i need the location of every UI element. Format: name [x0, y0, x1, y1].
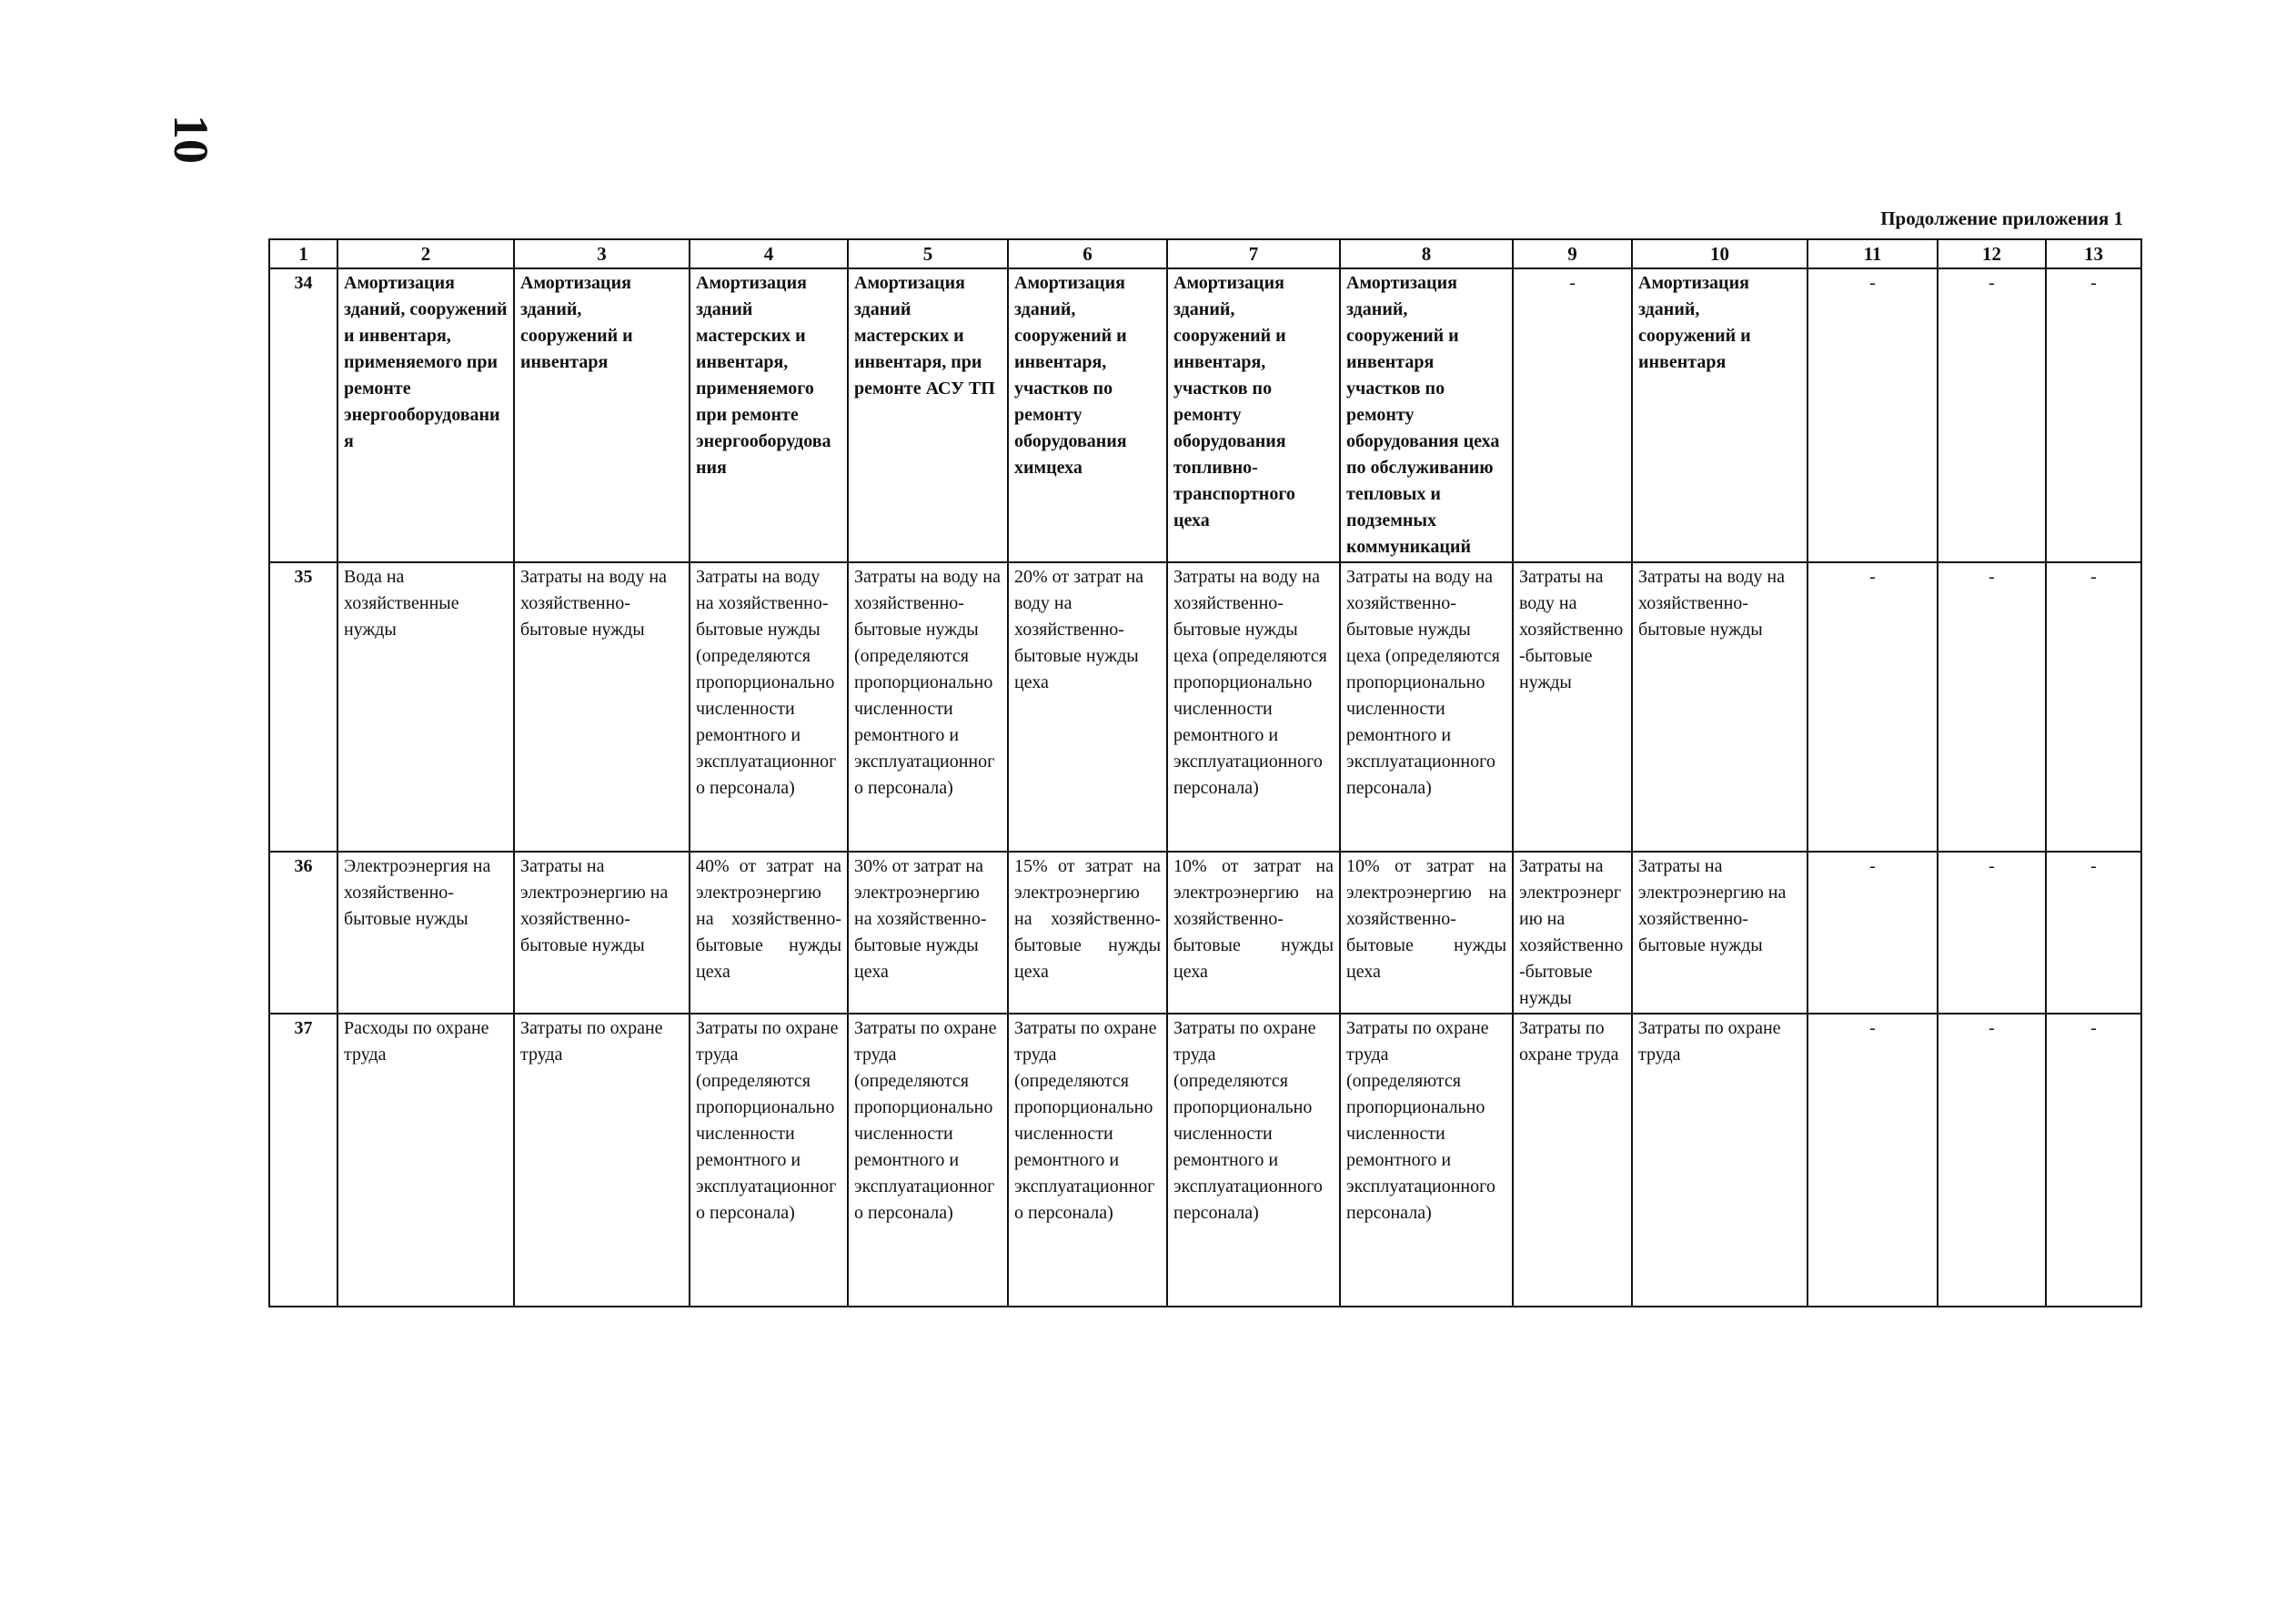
- table-cell: Затраты на электроэнергию на хозяйственно-бытовые нужды: [1513, 852, 1632, 1014]
- column-header: 3: [514, 239, 690, 268]
- row-number: 34: [269, 268, 337, 562]
- column-header: 2: [337, 239, 514, 268]
- table-cell: -: [1808, 1014, 1938, 1307]
- column-header: 8: [1340, 239, 1513, 268]
- column-header: 6: [1008, 239, 1167, 268]
- table-cell: Затраты по охране труда: [1632, 1014, 1808, 1307]
- table-cell: Затраты по охране труда (определяются пропорционально численности ремонтного и эксплуатационного персонала): [1340, 1014, 1513, 1307]
- table-cell: Затраты на воду на хозяйственно-бытовые нужды (определяются пропорционально численности ремонтного и эксплуатационного персонала): [690, 562, 848, 852]
- table-cell: Амортизация зданий, сооружений и инвентаря участков по ремонту оборудования цеха по обслуживанию тепловых и подземных коммуникаций: [1340, 268, 1513, 562]
- column-header: 11: [1808, 239, 1938, 268]
- column-header: 5: [848, 239, 1008, 268]
- row-number: 35: [269, 562, 337, 852]
- table-cell: -: [2046, 852, 2141, 1014]
- table-cell: -: [1808, 268, 1938, 562]
- column-header: 9: [1513, 239, 1632, 268]
- appendix-continuation-caption: Продолжение приложения 1: [1880, 207, 2123, 229]
- table-cell: Затраты на воду на хозяйственно-бытовые нужды: [514, 562, 690, 852]
- table-cell: 15% от затрат на электроэнергию на хозяйственно-бытовые нужды цеха: [1008, 852, 1167, 1014]
- column-header: 1: [269, 239, 337, 268]
- table-cell: Амортизация зданий, сооружений и инвентаря, участков по ремонту оборудования химцеха: [1008, 268, 1167, 562]
- table-cell: -: [1938, 852, 2046, 1014]
- page-number: 10: [164, 115, 218, 164]
- table-cell: Затраты по охране труда (определяются пропорционально численности ремонтного и эксплуатационного персонала): [848, 1014, 1008, 1307]
- appendix-table: [268, 238, 2142, 1307]
- table-cell: Вода на хозяйственные нужды: [337, 562, 514, 852]
- table-cell: Затраты на электроэнергию на хозяйственно-бытовые нужды: [514, 852, 690, 1014]
- table-cell: 10% от затрат на электроэнергию на хозяйственно-бытовые нужды цеха: [1340, 852, 1513, 1014]
- table-cell: -: [1938, 562, 2046, 852]
- table-cell: Затраты по охране труда (определяются пропорционально численности ремонтного и эксплуатационного персонала): [1167, 1014, 1340, 1307]
- row-number: 36: [269, 852, 337, 1014]
- table-cell: -: [1513, 268, 1632, 562]
- table-cell: Амортизация зданий, сооружений и инвентаря, применяемого при ремонте энергооборудования: [337, 268, 514, 562]
- table-cell: Амортизация зданий, сооружений и инвентаря, участков по ремонту оборудования топливно-транспортного цеха: [1167, 268, 1340, 562]
- column-number-row: [269, 239, 2141, 268]
- table-cell: Затраты на воду на хозяйственно- бытовые нужды (определяются пропорционально численности ремонтного и эксплуатационного персонала): [848, 562, 1008, 852]
- table-cell: Затраты по охране труда (определяются пропорционально численности ремонтного и эксплуатационного персонала): [690, 1014, 848, 1307]
- table-cell: Затраты на воду на хозяйственно-бытовые нужды цеха (определяются пропорционально численности ремонтного и эксплуатационного персонала): [1167, 562, 1340, 852]
- table-cell: 40% от затрат на электроэнергию на хозяйственно-бытовые нужды цеха: [690, 852, 848, 1014]
- table-cell: 20% от затрат на воду на хозяйственно-бытовые нужды цеха: [1008, 562, 1167, 852]
- table-cell: Расходы по охране труда: [337, 1014, 514, 1307]
- table-cell: Амортизация зданий, сооружений и инвентаря: [1632, 268, 1808, 562]
- column-header: 13: [2046, 239, 2141, 268]
- table-cell: Затраты на воду на хозяйственно-бытовые нужды: [1632, 562, 1808, 852]
- table-cell: Амортизация зданий мастерских и инвентаря, применяемого при ремонте энергооборудования: [690, 268, 848, 562]
- table-cell: -: [1808, 852, 1938, 1014]
- table-cell: Затраты на воду на хозяйственно-бытовые нужды цеха (определяются пропорционально численности ремонтного и эксплуатационного персонала): [1340, 562, 1513, 852]
- table-cell: Затраты по охране труда: [514, 1014, 690, 1307]
- table-cell: Затраты на воду на хозяйственно-бытовые нужды: [1513, 562, 1632, 852]
- table-cell: Амортизация зданий мастерских и инвентаря, при ремонте АСУ ТП: [848, 268, 1008, 562]
- column-header: 4: [690, 239, 848, 268]
- column-header: 12: [1938, 239, 2046, 268]
- column-header: 10: [1632, 239, 1808, 268]
- table-cell: 10% от затрат на электроэнергию на хозяйственно-бытовые нужды цеха: [1167, 852, 1340, 1014]
- column-header: 7: [1167, 239, 1340, 268]
- table-cell: Затраты на электроэнергию на хозяйственно-бытовые нужды: [1632, 852, 1808, 1014]
- table-cell: -: [1938, 268, 2046, 562]
- table-row: [269, 268, 2141, 562]
- table-cell: -: [1808, 562, 1938, 852]
- table-cell: Затраты по охране труда (определяются пропорционально численности ремонтного и эксплуатационного персонала): [1008, 1014, 1167, 1307]
- table-row: [269, 1014, 2141, 1307]
- table-cell: -: [1938, 1014, 2046, 1307]
- table-row: [269, 852, 2141, 1014]
- table-cell: Электроэнергия на хозяйственно-бытовые нужды: [337, 852, 514, 1014]
- table-cell: -: [2046, 1014, 2141, 1307]
- table-cell: -: [2046, 562, 2141, 852]
- table-row: [269, 562, 2141, 852]
- table-cell: 30% от затрат на электроэнергию на хозяйственно-бытовые нужды цеха: [848, 852, 1008, 1014]
- row-number: 37: [269, 1014, 337, 1307]
- table-cell: Амортизация зданий, сооружений и инвентаря: [514, 268, 690, 562]
- table-cell: Затраты по охране труда: [1513, 1014, 1632, 1307]
- table-cell: -: [2046, 268, 2141, 562]
